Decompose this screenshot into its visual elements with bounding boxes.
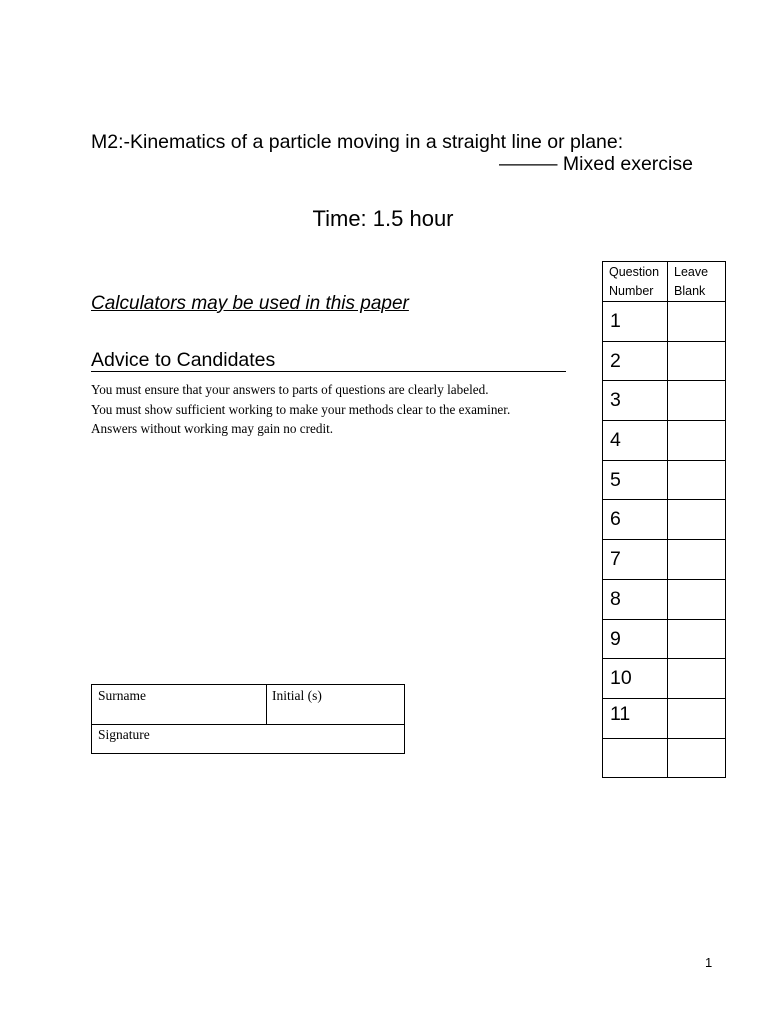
question-number: 10 <box>603 659 668 699</box>
table-row <box>603 698 726 738</box>
leave-blank-cell[interactable] <box>668 302 726 342</box>
question-number: 3 <box>603 381 668 421</box>
table-row <box>603 619 726 659</box>
surname-field[interactable] <box>98 688 146 704</box>
header-question-line1: Question <box>609 265 660 279</box>
calculator-note: Calculators may be used in this paper <box>91 293 409 314</box>
advice-line: Answers without working may gain no credit. <box>91 421 334 436</box>
title-line-1: M2:-Kinematics of a particle moving in a straight line or plane: <box>91 131 624 153</box>
advice-heading: Advice to Candidates <box>91 350 566 372</box>
question-table-header <box>603 262 726 302</box>
table-row <box>603 579 726 619</box>
advice-text <box>91 380 510 439</box>
question-number: 6 <box>603 500 668 540</box>
table-row <box>603 302 726 342</box>
header-leave-line1: Leave <box>674 265 709 279</box>
exam-duration <box>0 206 768 232</box>
question-number: 8 <box>603 579 668 619</box>
question-number <box>603 738 668 778</box>
leave-blank-cell[interactable] <box>668 421 726 461</box>
table-row <box>603 659 726 699</box>
leave-blank-cell[interactable] <box>668 659 726 699</box>
table-row <box>603 540 726 580</box>
advice-line: You must ensure that your answers to parts of questions are clearly labeled. <box>91 382 489 397</box>
leave-blank-cell[interactable] <box>668 579 726 619</box>
exam-duration-text: Time: 1.5 hour <box>312 206 454 231</box>
table-row <box>603 738 726 778</box>
candidate-details-box <box>91 684 405 754</box>
initials-field[interactable] <box>272 688 322 704</box>
question-number: 9 <box>603 619 668 659</box>
table-row <box>603 381 726 421</box>
table-row <box>603 460 726 500</box>
leave-blank-cell[interactable] <box>668 540 726 580</box>
header-leave-line2: Blank <box>674 284 706 298</box>
question-number-header <box>603 262 668 302</box>
leave-blank-cell[interactable] <box>668 500 726 540</box>
advice-line: You must show sufficient working to make your methods clear to the examiner. <box>91 401 511 417</box>
leave-blank-cell[interactable] <box>668 460 726 500</box>
header-question-line2: Number <box>609 284 654 298</box>
signature-field[interactable] <box>98 727 150 743</box>
leave-blank-cell[interactable] <box>668 341 726 381</box>
leave-blank-cell[interactable] <box>668 619 726 659</box>
table-row <box>603 421 726 461</box>
initials-label: Initial (s) <box>272 688 322 703</box>
page-number: 1 <box>705 955 713 970</box>
leave-blank-cell[interactable] <box>668 381 726 421</box>
surname-label: Surname <box>98 688 146 703</box>
question-table <box>602 261 726 778</box>
leave-blank-cell[interactable] <box>668 698 726 738</box>
question-number: 7 <box>603 540 668 580</box>
candidate-row-divider <box>266 685 267 725</box>
question-number: 5 <box>603 460 668 500</box>
question-number: 2 <box>603 341 668 381</box>
question-number: 1 <box>603 302 668 342</box>
question-number: 4 <box>603 421 668 461</box>
leave-blank-cell[interactable] <box>668 738 726 778</box>
title-line-2: ——— Mixed exercise <box>499 153 693 175</box>
question-number: 11 <box>603 698 668 738</box>
table-row <box>603 341 726 381</box>
table-row <box>603 500 726 540</box>
signature-label: Signature <box>98 727 150 742</box>
leave-blank-header <box>668 262 726 302</box>
